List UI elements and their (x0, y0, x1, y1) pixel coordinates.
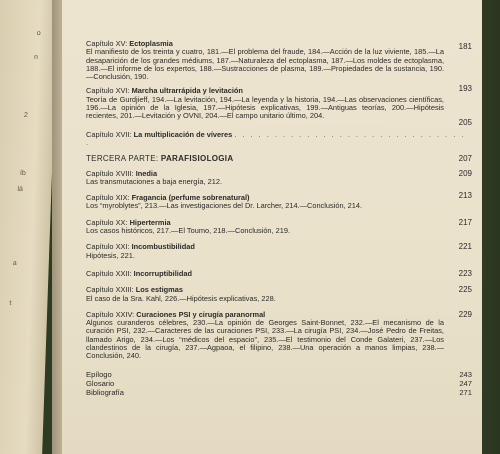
toc-entry (86, 219, 472, 236)
back-matter-item (86, 389, 472, 398)
entry-title: Incombustibilidad (131, 242, 195, 252)
entry-page: 225 (458, 285, 472, 295)
entry-page: 209 (458, 168, 472, 178)
entry-heading (86, 270, 472, 278)
back-matter-label: Bibliografía (86, 387, 124, 397)
toc-entry (86, 243, 472, 260)
part-label: TERCERA PARTE: (86, 154, 159, 164)
entry-label: Capítulo XVI: (86, 86, 130, 96)
entry-description: Teoría de Gurdjieff, 194.—La levitación, 194.—La leyenda y la historia, 194.—Las observaciones científicas, 196.—La opinión de la Iglesia, 197.—Hipótesis explicativas, 199.—Antiguas teorías, 200.—Hipótesis recientes, 201.—Levitación y OVNI, 204.—El campo unitario último, 204. (86, 94, 444, 121)
entry-page: 205 (458, 117, 472, 127)
toc-page (62, 0, 482, 454)
entry-title: Incorruptibilidad (133, 268, 192, 278)
left-fragment: o (36, 30, 41, 37)
entry-title: Hipertermia (129, 217, 171, 227)
toc-entry (86, 170, 472, 187)
entry-title: Ectoplasmia (129, 39, 173, 48)
entry-heading (86, 131, 472, 148)
entry-page: 193 (458, 84, 472, 94)
left-fragment: t (9, 300, 12, 307)
entry-title: Fragancia (perfume sobrenatural) (131, 193, 250, 203)
entry-page: 207 (458, 154, 472, 164)
part-title: PARAFISIOLOGIA (160, 154, 234, 164)
back-matter-label: Glosario (86, 378, 115, 388)
toc-content (86, 40, 472, 398)
toc-entry (86, 84, 472, 121)
back-matter-page: 247 (459, 378, 472, 388)
toc-entry (86, 191, 472, 211)
page-number-top: 181 (458, 42, 472, 51)
toc-entry (86, 270, 472, 278)
entry-label: Capítulo XXI: (86, 242, 130, 252)
page-shadow (482, 0, 500, 454)
entry-label: Capítulo XV: (86, 39, 128, 48)
entry-title: Inedia (135, 168, 158, 178)
part-heading (86, 155, 472, 163)
entry-description: Los casos históricos, 217.—El Toumo, 218.—Conclusión, 219. (86, 226, 291, 236)
entry-title: Marcha ultrarrápida y levitación (131, 86, 243, 96)
left-page-edge (0, 0, 58, 454)
back-matter-page: 271 (459, 387, 472, 397)
toc-entry (86, 117, 472, 148)
entry-label: Capítulo XXII: (86, 268, 132, 278)
entry-description: Algunos curanderos célebres, 230.—La opinión de Georges Saint-Bonnet, 232.—El mecanismo de la curación PSI, 232.—Caracteres de las curaciones PSI, 233.—La cirugía PSI, 234.—José Pedro de Freitas, llamado Arigo, 234.—Los “médicos del espacio”, 235.—El testimonio del Conde Galateri, 237.—Los clandestinos de la cirugía, 237.—Agpaoa, el filipino, 238.—Una operación a manos limpias, 238.—Conclusión, 240. (86, 318, 444, 361)
back-matter-page: 243 (459, 369, 472, 379)
left-fragment: n (33, 54, 39, 61)
entry-heading (86, 243, 472, 251)
entry-page: 217 (458, 217, 472, 227)
entry-label: Capítulo XX: (86, 217, 128, 227)
entry-description: El manifiesto de los treinta y cuatro, 181.—El problema del fraude, 184.—Acción de la luz viviente, 185.—La desaparición de los grandes médiums, 187.—Naturaleza del ectoplasma, 187.—Los moldes de ectoplasma, 188.—El informe de los expertos, 188.—Sustracciones de plasma, 189.—Propiedades de la sustancia, 190.—Conclusión, 190. (86, 47, 444, 82)
toc-entry (86, 286, 472, 303)
dot-leader: . . . . . . . . . . . . . . . . . . . . . . . . . . . . . . (86, 129, 466, 147)
entry-page: 223 (458, 268, 472, 278)
toc-entry (86, 311, 472, 361)
entry-label: Capítulo XVIII: (86, 168, 134, 178)
entry-label: Capítulo XXIV: (86, 309, 135, 319)
entry-description: Las transmutaciones a baja energía, 212. (86, 176, 222, 186)
entry-description: Hipótesis, 221. (86, 250, 135, 260)
left-fragment: 2 (23, 112, 28, 119)
toc-part (86, 155, 472, 163)
entry-label: Capítulo XXIII: (86, 285, 134, 295)
entry-page: 229 (458, 309, 472, 319)
entry-label: Capítulo XVII: (86, 129, 132, 139)
left-fragment: lá (17, 186, 23, 193)
back-matter-item (86, 380, 472, 389)
entry-page: 213 (458, 191, 472, 201)
back-matter-item (86, 371, 472, 380)
left-fragment: a (12, 260, 17, 267)
entry-page: 221 (458, 242, 472, 252)
entry-label: Capítulo XIX: (86, 193, 130, 203)
entry-description: El caso de la Sra. Kahl, 226.—Hipótesis explicativas, 228. (86, 293, 276, 303)
entry-description: Los “myroblytes”, 213.—Las investigaciones del Dr. Larcher, 214.—Conclusión, 214. (86, 201, 363, 211)
left-fragment: íb (19, 170, 26, 177)
entry-title: Curaciones PSI y cirugía paranormal (136, 309, 266, 319)
entry-title: Los estigmas (135, 285, 183, 295)
entry-title: La multiplicación de víveres (133, 129, 233, 139)
toc-entry (86, 40, 472, 81)
back-matter-label: Epílogo (86, 369, 112, 379)
